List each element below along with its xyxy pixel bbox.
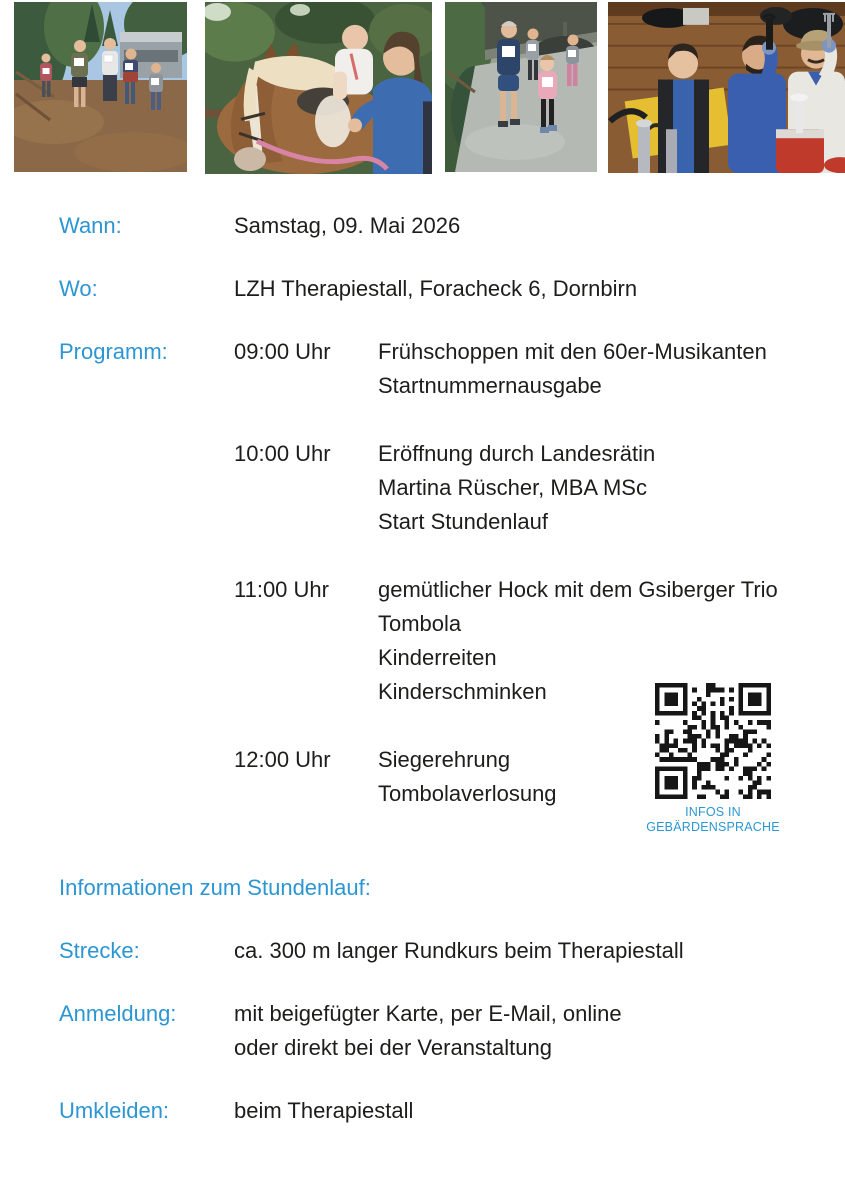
program-line: Martina Rüscher, MBA MSc — [378, 475, 647, 500]
registration-line: oder direkt bei der Veranstaltung — [234, 1035, 552, 1060]
photo-runners-woodchip-trail — [14, 2, 187, 172]
program-time: 12:00 Uhr — [234, 747, 331, 772]
program-line: Start Stundenlauf — [378, 509, 549, 534]
changing-value: beim Therapiestall — [234, 1098, 414, 1123]
info-heading: Informationen zum Stundenlauf: — [59, 875, 371, 900]
qr-caption-line2: GEBÄRDENSPRACHE — [646, 820, 780, 834]
photo-runners-gravel-path — [445, 2, 597, 172]
changing-label: Umkleiden: — [59, 1098, 170, 1123]
program-label: Programm: — [59, 339, 168, 364]
program-lines — [378, 437, 831, 539]
course-label: Strecke: — [59, 938, 140, 963]
course-value: ca. 300 m langer Rundkurs beim Therapiestall — [234, 938, 684, 963]
program-line: Tombolaverlosung — [378, 781, 557, 806]
program-line: Siegerehrung — [378, 747, 511, 772]
program-line: Tombola — [378, 611, 462, 636]
when-label: Wann: — [59, 213, 122, 238]
photo-child-riding-pony — [205, 2, 432, 174]
program-line: Eröffnung durch Landesrätin — [378, 441, 656, 466]
course-row — [59, 934, 831, 968]
program-item-1000 — [234, 437, 831, 539]
when-value: Samstag, 09. Mai 2026 — [234, 213, 461, 238]
registration-line: mit beigefügter Karte, per E-Mail, online — [234, 1001, 622, 1026]
where-label: Wo: — [59, 276, 98, 301]
photo-runners-gravel-path-illustration — [445, 2, 597, 172]
registration-value — [234, 997, 831, 1065]
program-item-0900 — [234, 335, 831, 403]
flyer-content — [59, 209, 831, 1128]
where-row — [59, 272, 831, 306]
program-line: Startnummernausgabe — [378, 373, 602, 398]
program-lines — [378, 335, 831, 403]
program-time: 11:00 Uhr — [234, 577, 329, 602]
changing-row — [59, 1094, 831, 1128]
where-value: LZH Therapiestall, Foracheck 6, Dornbirn — [234, 276, 638, 301]
when-row — [59, 209, 831, 243]
qr-code-pattern — [655, 683, 771, 799]
program-line: Frühschoppen mit den 60er-Musikanten — [378, 339, 767, 364]
photo-three-men-food-stand — [608, 2, 845, 173]
photo-three-men-food-stand-illustration — [608, 2, 845, 173]
photo-child-riding-pony-illustration — [205, 2, 432, 174]
qr-code — [655, 683, 771, 799]
qr-caption — [630, 805, 796, 835]
program-line: Kinderreiten — [378, 645, 497, 670]
photo-runners-woodchip-trail-illustration — [14, 2, 187, 172]
program-line: gemütlicher Hock mit dem Gsiberger Trio — [378, 577, 778, 602]
program-time: 10:00 Uhr — [234, 441, 331, 466]
registration-label: Anmeldung: — [59, 1001, 177, 1026]
program-time: 09:00 Uhr — [234, 339, 331, 364]
program-line: Kinderschminken — [378, 679, 547, 704]
qr-caption-line1: INFOS IN — [685, 805, 741, 819]
registration-row — [59, 997, 831, 1065]
